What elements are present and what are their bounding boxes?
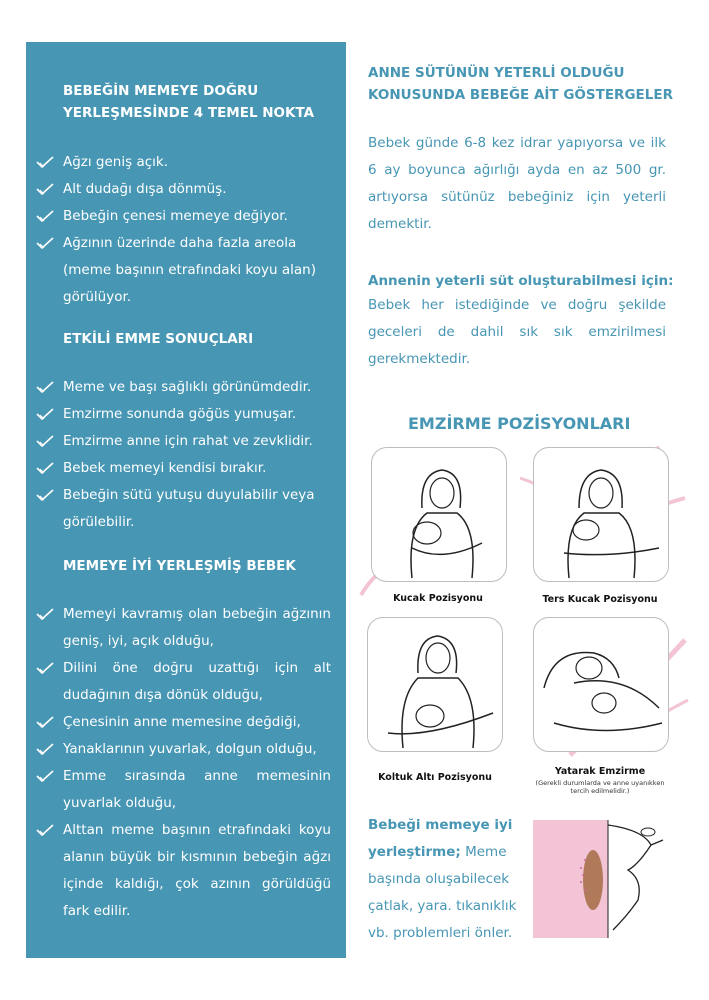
effective-sucking-list	[36, 374, 331, 536]
positions-title: EMZİRME POZİSYONLARI	[408, 414, 631, 433]
list-item: Emme sırasında anne memesinin yuvarlak olduğu,	[36, 763, 331, 817]
heading-sufficient-milk-signs: ANNE SÜTÜNÜN YETERLİ OLDUĞU KONUSUNDA BEBEĞE AİT GÖSTERGELER	[368, 65, 673, 103]
good-latch-paragraph	[368, 812, 526, 947]
list-item: Alttan meme başının etrafındaki koyu alanın büyük bir kısmının bebeğin ağzı içinde kaldığı, çok azının görüldüğü fark edilir.	[36, 817, 331, 925]
side-lying-illustration	[533, 617, 669, 752]
left-info-panel	[26, 42, 346, 958]
check-icon	[36, 210, 54, 222]
latch-diagram-illustration	[533, 820, 667, 938]
check-icon	[36, 608, 54, 620]
check-icon	[36, 156, 54, 168]
caption-side-lying: Yatarak Emzirme	[554, 766, 646, 777]
heading-latch-points: BEBEĞİN MEMEYE DOĞRU YERLEŞMESİNDE 4 TEMEL NOKTA	[63, 83, 315, 121]
latch-points-list	[36, 149, 331, 311]
list-item: Ağzı geniş açık.	[36, 149, 331, 176]
list-item: Bebek memeyi kendisi bırakır.	[36, 455, 331, 482]
list-item: Çenesinin anne memesine değdiği,	[36, 709, 331, 736]
heading-effective-sucking: ETKİLİ EMME SONUÇLARI	[63, 331, 254, 347]
check-icon	[36, 489, 54, 501]
check-icon	[36, 435, 54, 447]
good-latch-bold: Bebeği memeye iyi yerleştirme;	[368, 817, 513, 860]
caption-side-lying-note: (Gerekli durumlarda ve anne uyanıkken tercih edilmelidir.)	[535, 779, 665, 795]
check-icon	[36, 183, 54, 195]
list-item: Yanaklarının yuvarlak, dolgun olduğu,	[36, 736, 331, 763]
well-latched-list	[36, 601, 331, 925]
check-icon	[36, 462, 54, 474]
cradle-hold-illustration	[371, 447, 507, 582]
check-icon	[36, 743, 54, 755]
list-item: Emzirme sonunda göğüs yumuşar.	[36, 401, 331, 428]
list-item: Dilini öne doğru uzattığı için alt dudağının dışa dönük olduğu,	[36, 655, 331, 709]
check-icon	[36, 237, 54, 249]
good-latch-text: Meme başında oluşabilecek çatlak, yara. tıkanıklık vb. problemleri önler.	[368, 844, 517, 941]
sufficient-milk-paragraph: Bebek günde 6-8 kez idrar yapıyorsa ve ilk 6 ay boyunca ağırlığı ayda en az 500 gr. artıyorsa sütünüz bebeğiniz için yeterli demektir.	[368, 135, 666, 232]
mother-milk-paragraph: Bebek her istediğinde ve doğru şekilde geceleri de dahil sık sık emzirilmesi gerekmektedir.	[368, 297, 666, 367]
check-icon	[36, 770, 54, 782]
cross-cradle-illustration	[533, 447, 669, 582]
list-item: Memeyi kavramış olan bebeğin ağzının geniş, iyi, açık olduğu,	[36, 601, 331, 655]
list-item: Alt dudağı dışa dönmüş.	[36, 176, 331, 203]
list-item: Ağzının üzerinde daha fazla areola (meme başının etrafındaki koyu alan) görülüyor.	[36, 230, 331, 311]
list-item: Meme ve başı sağlıklı görünümdedir.	[36, 374, 331, 401]
list-item: Bebeğin çenesi memeye değiyor.	[36, 203, 331, 230]
list-item: Bebeğin sütü yutuşu duyulabilir veya görülebilir.	[36, 482, 331, 536]
check-icon	[36, 408, 54, 420]
caption-cross-cradle: Ters Kucak Pozisyonu	[542, 594, 658, 605]
check-icon	[36, 381, 54, 393]
check-icon	[36, 716, 54, 728]
caption-football: Koltuk Altı Pozisyonu	[378, 772, 492, 783]
heading-well-latched: MEMEYE İYİ YERLEŞMİŞ BEBEK	[63, 558, 296, 574]
list-item: Emzirme anne için rahat ve zevklidir.	[36, 428, 331, 455]
heading-mother-milk-supply: Annenin yeterli süt oluşturabilmesi için:	[368, 273, 674, 289]
football-hold-illustration	[367, 617, 503, 752]
caption-cradle: Kucak Pozisyonu	[393, 593, 483, 604]
check-icon	[36, 662, 54, 674]
check-icon	[36, 824, 54, 836]
